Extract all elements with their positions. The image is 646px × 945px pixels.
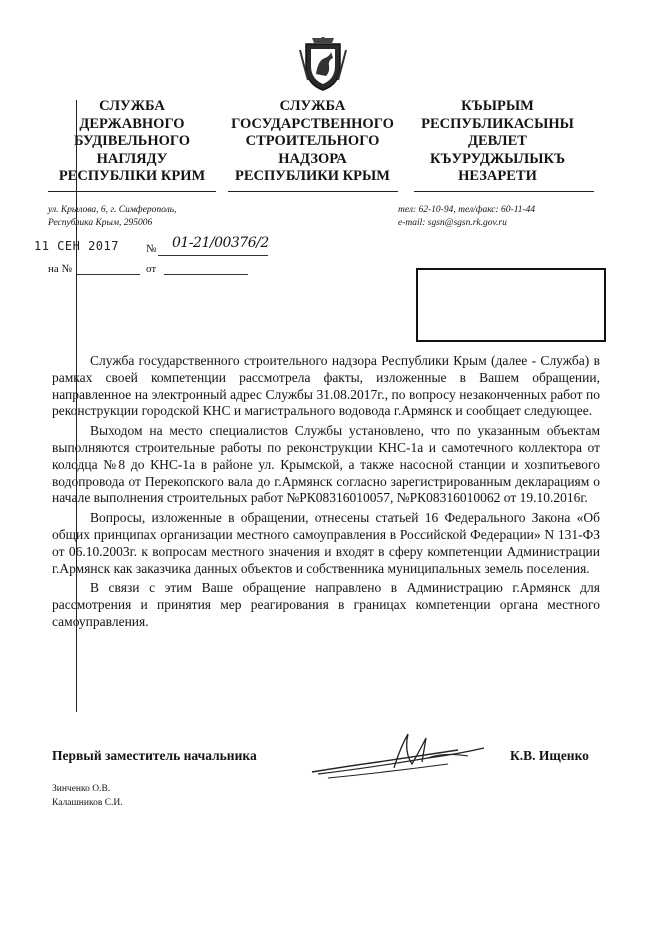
signatory-name: К.В. Ищенко (510, 748, 589, 763)
letter-body (52, 353, 600, 634)
header-divider-left (48, 191, 216, 192)
redacted-addressee-box (416, 268, 606, 342)
body-paragraph-4: В связи с этим Ваше обращение направлено в Администрацию г.Армянск для рассмотрения и принятия мер реагирования в границах компетенции органа местного самоуправления. (52, 580, 600, 629)
incoming-date-underline (164, 274, 248, 275)
header-ukrainian: СЛУЖБА ДЕРЖАВНОГО БУДІВЕЛЬНОГО НАГЛЯДУ РЕСПУБЛІКИ КРИМ (58, 98, 206, 184)
incoming-date-label: от (146, 263, 157, 275)
crimea-coat-of-arms-icon (298, 36, 348, 92)
header-crimean-tatar: КЪЫРЫМ РЕСПУБЛИКАСЫНЫ ДЕВЛЕТ КЪУРУДЖЫЛЫКЪ НЕЗАРЕТИ (421, 98, 574, 184)
address-street: ул. Крылова, 6, г. Симферополь, (48, 205, 177, 215)
executor-2: Калашников С.И. (52, 798, 123, 808)
address-block (48, 204, 288, 230)
header-russian: СЛУЖБА ГОСУДАРСТВЕННОГО СТРОИТЕЛЬНОГО НАДЗОРА РЕСПУБЛИКИ КРЫМ (231, 98, 394, 184)
incoming-number-label: на № (48, 263, 73, 275)
contact-email: e-mail: sgsn@sgsn.rk.gov.ru (398, 218, 507, 228)
contact-phone: тел: 62-10-94, тел/факс: 60-11-44 (398, 205, 536, 215)
incoming-number-underline (76, 274, 140, 275)
body-paragraph-1: Служба государственного строительного надзора Республики Крым (далее - Служба) в рамках своей компетенции рассмотрела факты, изложенные в Вашем обращении, направленное на электронный адрес Службы 31.08.2017г., по вопросу незаконченных работ по реконструкции городской КНС и магистрального водовода г.Армянск и сообщает следующее. (52, 353, 600, 419)
handwritten-signature (308, 728, 488, 780)
body-paragraph-3: Вопросы, изложенные в обращении, отнесены статьей 16 Федерального Закона «Об общих принципах организации местного самоуправления в Российской Федерации» N 131-ФЗ от 06.10.2003г. к вопросам местного значения и входят в сферу компетенции Администрации г.Армянск как заказчика данных объектов и собственника муниципальных земель поселения. (52, 510, 600, 576)
signatory-title: Первый заместитель начальника (52, 748, 257, 763)
address-city: Республика Крым, 295006 (48, 218, 153, 228)
executor-1: Зинченко О.В. (52, 784, 111, 794)
outgoing-number-label: № (146, 243, 157, 255)
outgoing-number-value: 01-21/00376/2 (172, 235, 269, 251)
contacts-block (398, 204, 598, 230)
body-paragraph-2: Выходом на место специалистов Службы установлено, что по указанным объектам выполняются строительные работы по реконструкции КНС-1а и самотечного коллектора от колодца №8 до КНС-1а в районе ул. Крымской, а также насосной станции и хозпитьевого водопровода от Перекопского вала до г.Армянск согласно зарегистрированным декларациям о начале выполнения строительных работ №РК08316010057, №РК08316010062 от 19.10.2016г. (52, 423, 600, 506)
registration-stamp-date: 11 СЕН 2017 (34, 239, 119, 253)
header-divider-middle (228, 191, 398, 192)
outgoing-number-underline (158, 255, 268, 256)
header-divider-right (414, 191, 594, 192)
